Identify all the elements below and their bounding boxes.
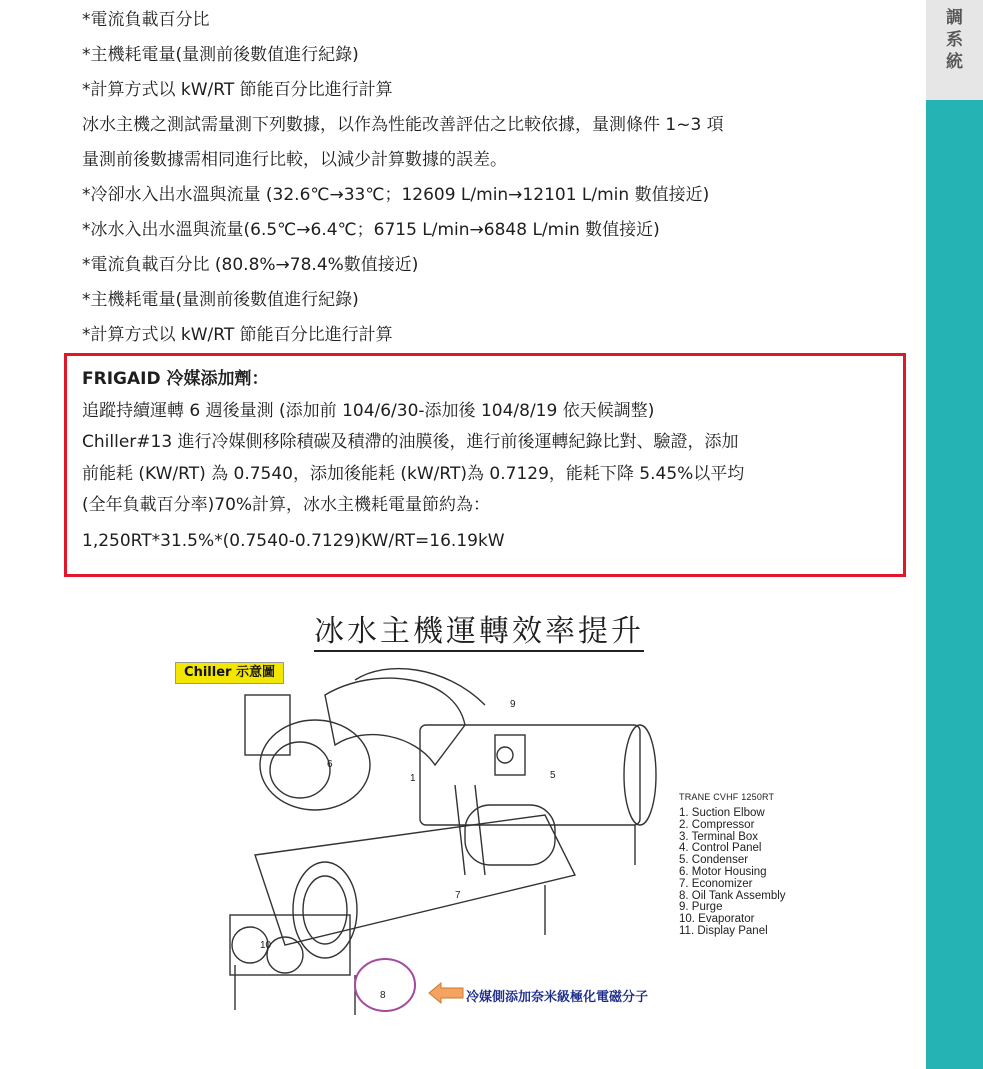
- text-line: *計算方式以 kW/RT 節能百分比進行計算: [82, 325, 393, 345]
- text-line: *主機耗電量(量測前後數值進行紀錄): [82, 45, 359, 65]
- legend-item: 2. Compressor: [679, 818, 755, 831]
- motor-housing-shape: [260, 720, 370, 810]
- arrow-left-icon: [428, 982, 464, 1004]
- legend: [679, 792, 786, 938]
- callout-7: 7: [455, 890, 461, 901]
- legend-item: 9. Purge: [679, 901, 723, 914]
- text-line: *冷卻水入出水溫與流量 (32.6℃→33℃；12609 L/min→12101 L/min 數值接近): [82, 185, 710, 205]
- chiller-badge: Chiller 示意圖: [175, 662, 284, 684]
- sidebar-char: 調: [946, 8, 963, 28]
- callout-9: 9: [510, 699, 516, 710]
- evaporator-shape: [255, 815, 575, 945]
- legend-item: 1. Suction Elbow: [679, 807, 765, 819]
- highlight-box: [64, 353, 906, 577]
- text-line: 量測前後數據需相同進行比較，以減少計算數據的誤差。: [82, 150, 507, 170]
- arrow-note-label: 冷媒側添加奈米級極化電磁分子: [466, 990, 649, 1005]
- legend-item: 8. Oil Tank Assembly: [679, 889, 786, 902]
- text-line: *電流負載百分比 (80.8%→78.4%數值接近): [82, 255, 419, 275]
- callout-10: 10: [260, 940, 272, 951]
- legend-item: 10. Evaporator: [679, 913, 755, 926]
- callout-1: 1: [410, 773, 416, 784]
- highlight-line: 前能耗 (KW/RT) 為 0.7540，添加後能耗 (kW/RT)為 0.7129，能耗下降 5.45%以平均: [82, 463, 745, 484]
- sidebar-char: 系: [946, 30, 963, 50]
- highlight-line: 1,250RT*31.5%*(0.7540-0.7129)KW/RT=16.19kW: [82, 530, 505, 551]
- sidebar-char: 統: [946, 52, 963, 72]
- figure-title: 冰水主機運轉效率提升: [314, 614, 644, 652]
- legend-item: 5. Condenser: [679, 854, 749, 867]
- highlight-line: Chiller#13 進行冷媒側移除積碳及積滯的油膜後，進行前後運轉紀錄比對、驗證，添加: [82, 432, 739, 452]
- highlight-title: FRIGAID 冷媒添加劑：: [82, 369, 269, 389]
- text-line: *主機耗電量(量測前後數值進行紀錄): [82, 290, 359, 310]
- legend-model: TRANE CVHF 1250RT: [679, 792, 775, 802]
- oil-tank-highlight: [355, 959, 415, 1011]
- legend-item: 6. Motor Housing: [679, 865, 767, 878]
- callout-6: 6: [327, 759, 333, 770]
- sidebar-tab[interactable]: [926, 0, 983, 100]
- legend-item: 11. Display Panel: [679, 924, 768, 937]
- callout-5: 5: [550, 770, 556, 781]
- legend-item: 3. Terminal Box: [679, 830, 759, 843]
- text-line: 冰水主機之測試需量測下列數據，以作為性能改善評估之比較依據，量測條件 1~3 項: [82, 115, 724, 135]
- text-line: *冰水入出水溫與流量(6.5℃→6.4℃；6715 L/min→6848 L/min 數值接近): [82, 220, 660, 240]
- legend-item: 7. Economizer: [679, 877, 753, 890]
- chiller-diagram: [215, 655, 675, 1025]
- highlight-line: (全年負載百分率)70%計算，冰水主機耗電量節約為：: [82, 495, 491, 515]
- sidebar: [926, 0, 983, 1069]
- text-line: *計算方式以 kW/RT 節能百分比進行計算: [82, 80, 393, 100]
- callout-8: 8: [380, 990, 386, 1001]
- highlight-line: 追蹤持續運轉 6 週後量測 (添加前 104/6/30-添加後 104/8/19 依天候調整): [82, 400, 655, 421]
- legend-item: 4. Control Panel: [679, 842, 762, 855]
- text-line: *電流負載百分比: [82, 10, 210, 30]
